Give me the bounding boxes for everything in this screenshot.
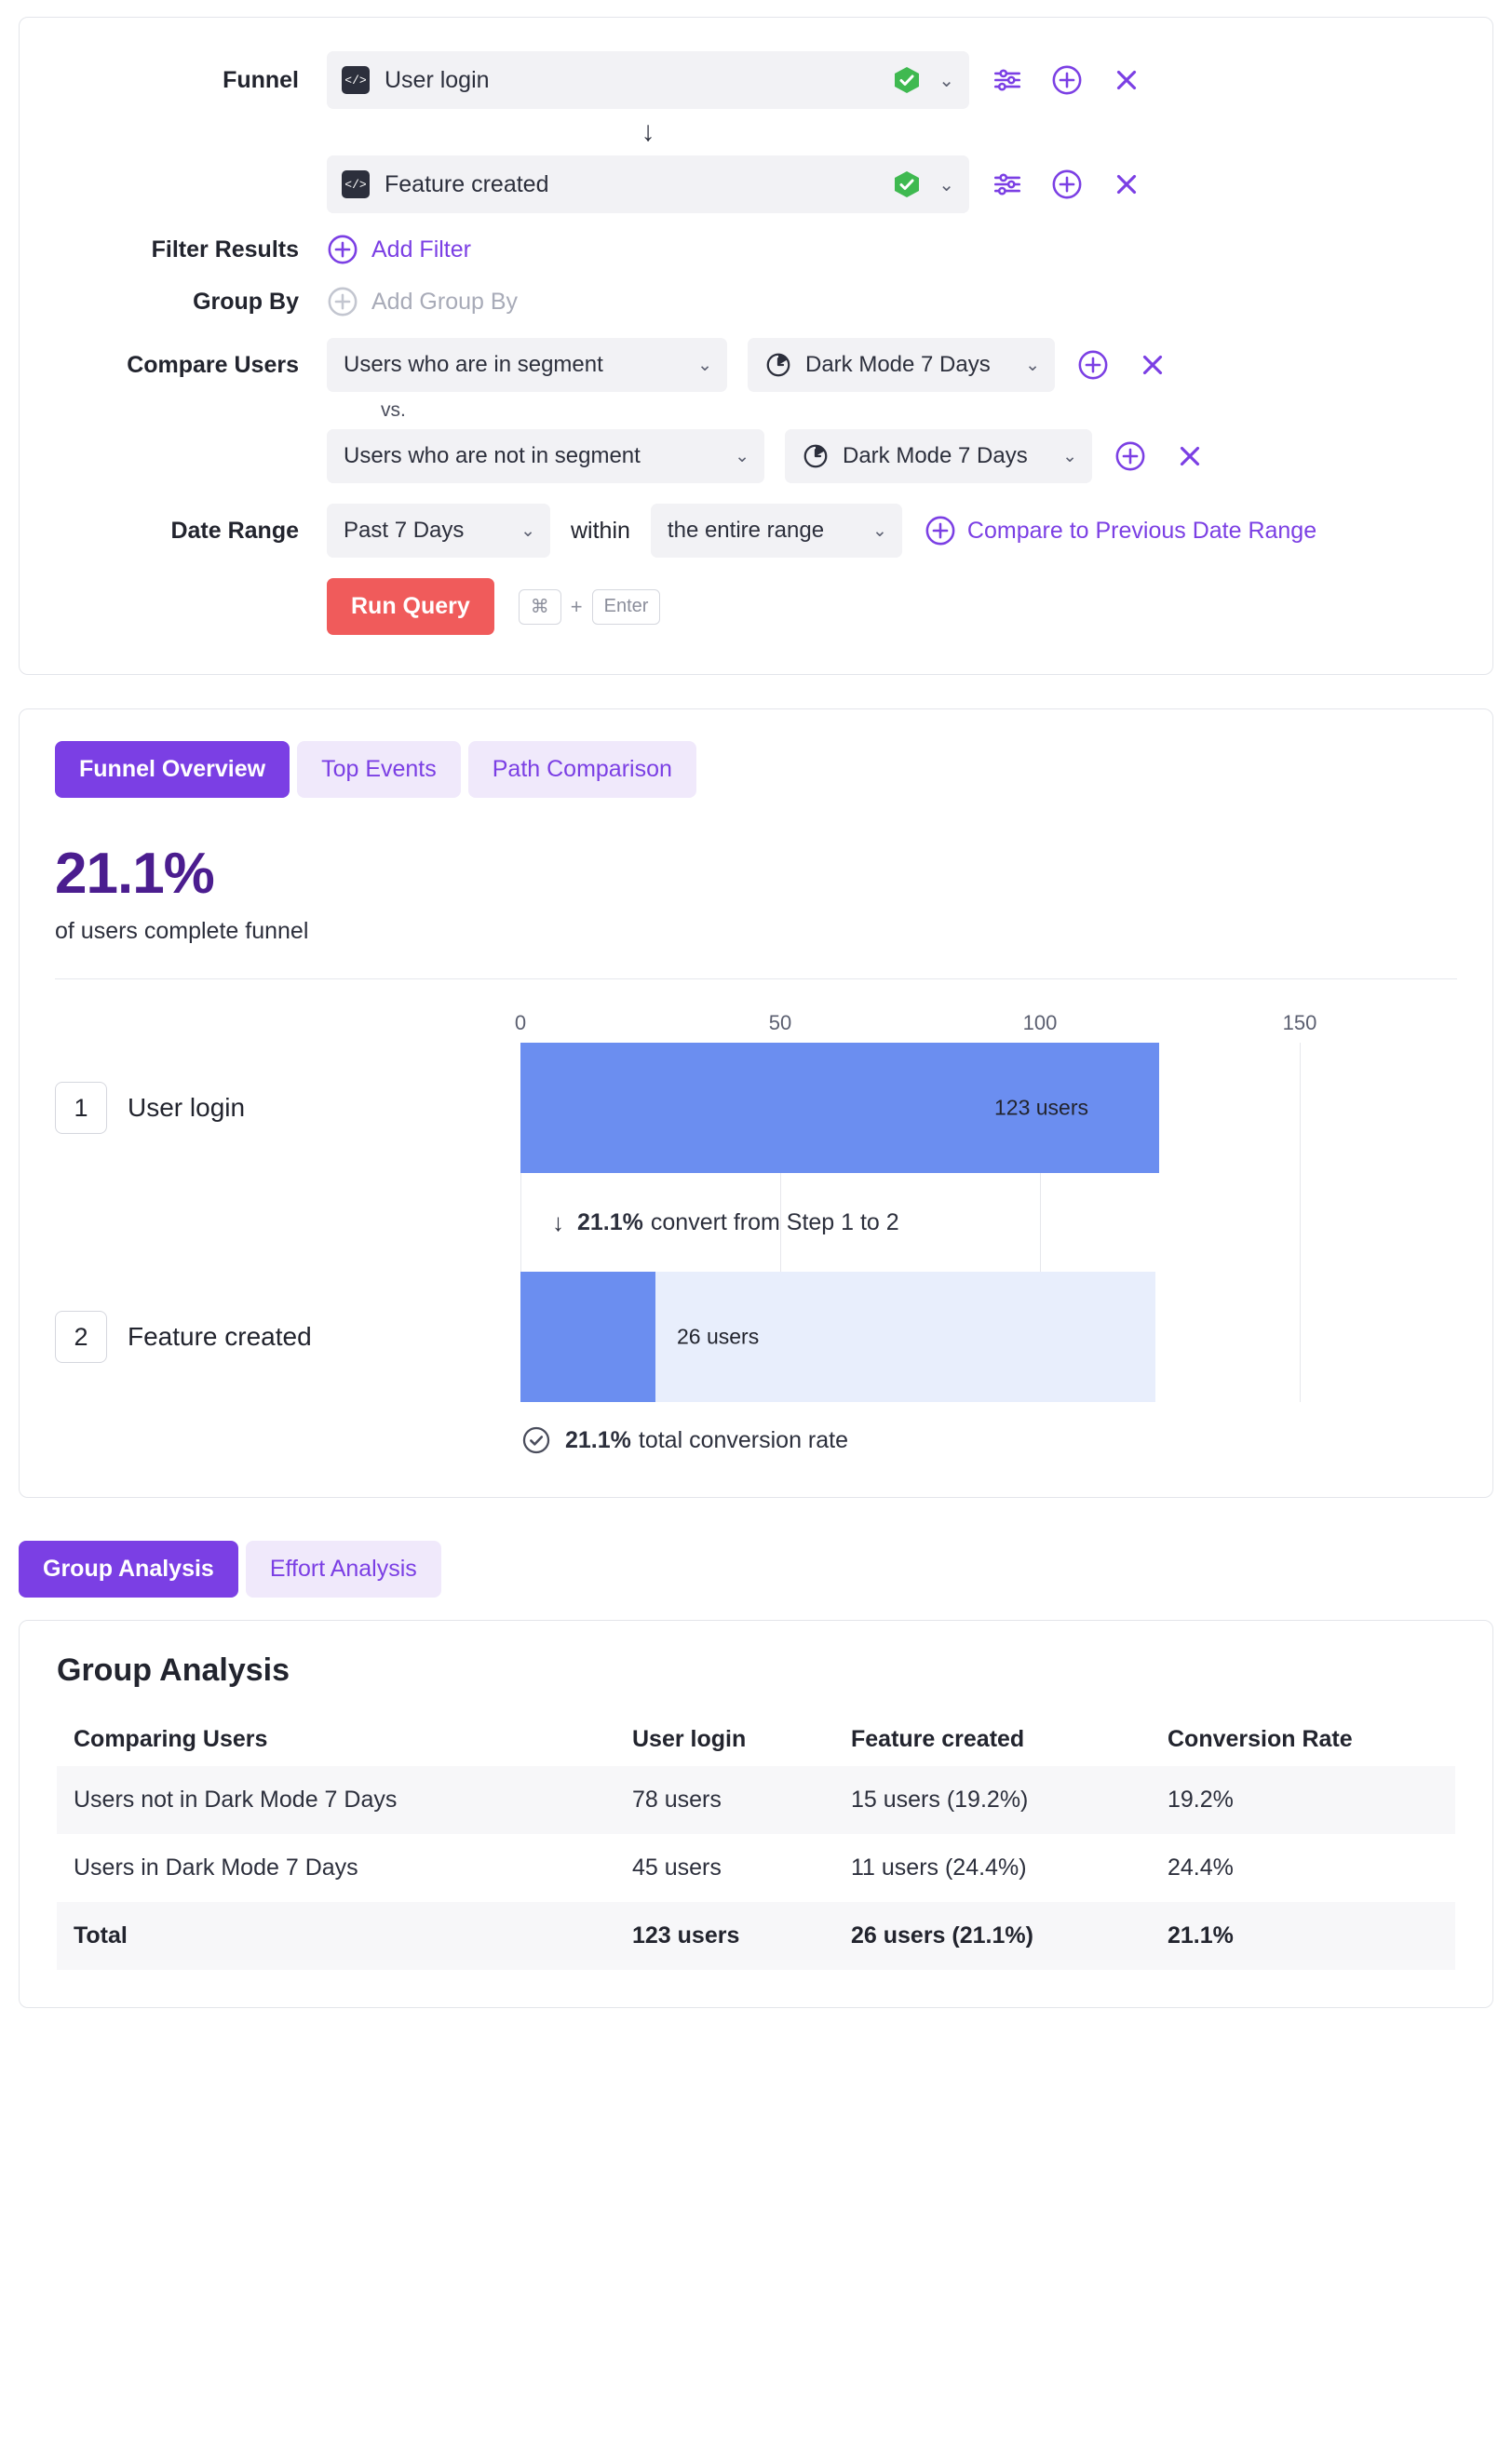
- col-comparing-users: Comparing Users: [74, 1726, 268, 1752]
- funnel-step-header-2: [55, 1311, 502, 1363]
- tab-path-comparison[interactable]: Path Comparison: [468, 741, 696, 798]
- chevron-down-icon: ⌄: [1025, 355, 1040, 375]
- table-row: [57, 1766, 1455, 1834]
- x-tick-50: 50: [768, 1011, 792, 1034]
- chevron-down-icon[interactable]: ⌄: [938, 174, 954, 196]
- check-circle-icon: [520, 1424, 552, 1456]
- row-rate-total: 21.1%: [1151, 1902, 1455, 1970]
- segment-clock-icon: [764, 351, 792, 379]
- row-group-0: Users not in Dark Mode 7 Days: [57, 1766, 615, 1834]
- tab-group-analysis[interactable]: Group Analysis: [19, 1541, 238, 1598]
- table-row-total: [57, 1902, 1455, 1970]
- compare-segment-value-1: Dark Mode 7 Days: [805, 352, 991, 377]
- chevron-down-icon: ⌄: [520, 520, 535, 541]
- arrow-down-icon: ↓: [552, 1207, 564, 1236]
- row-group-1: Users in Dark Mode 7 Days: [74, 1854, 358, 1881]
- row-step2-total: 26 users (21.1%): [834, 1902, 1151, 1970]
- x-tick-0: 0: [514, 1011, 527, 1034]
- chevron-down-icon: ⌄: [872, 520, 887, 541]
- query-builder-card: [19, 17, 1493, 675]
- funnel-bar-row-1: [74, 1043, 1358, 1173]
- row-step1-1: 45 users: [632, 1854, 722, 1881]
- analysis-tabs: [19, 1541, 1493, 1598]
- compare-users-row-1: [57, 338, 1455, 392]
- step-conversion-text: convert from Step 1 to 2: [650, 1208, 899, 1235]
- funnel-step-row-2: [57, 155, 1455, 213]
- row-step2-1: 11 users (24.4%): [851, 1854, 1027, 1881]
- shortcut-plus: +: [570, 594, 583, 618]
- step-conversion-pct: 21.1%: [577, 1208, 643, 1235]
- tab-top-events[interactable]: Top Events: [297, 741, 461, 798]
- col-feature-created: Feature created: [851, 1726, 1025, 1752]
- date-range-value: Past 7 Days: [344, 518, 465, 543]
- compare-segment-select-1[interactable]: [748, 338, 1055, 392]
- step-name-2: Feature created: [128, 1322, 312, 1351]
- bar-value-1: 123 users: [993, 1095, 1088, 1120]
- run-query-button[interactable]: Run Query: [327, 578, 494, 635]
- row-step1-total: 123 users: [615, 1902, 834, 1970]
- plus-circle-icon: [327, 286, 358, 317]
- add-step-icon-1[interactable]: [1046, 59, 1088, 101]
- date-range-row: [57, 504, 1455, 558]
- step-conversion-note: [520, 1173, 1358, 1272]
- compare-previous-date-range-button[interactable]: Compare to Previous Date Range: [966, 517, 1317, 544]
- remove-compare-icon-1[interactable]: [1131, 344, 1174, 386]
- funnel-label: Funnel: [223, 66, 299, 93]
- group-by-row: [57, 286, 1455, 317]
- compare-users-label: Compare Users: [127, 351, 299, 378]
- chevron-down-icon: ⌄: [1062, 446, 1077, 466]
- funnel-step-select-1[interactable]: [327, 51, 969, 109]
- add-filter-button[interactable]: [327, 234, 471, 265]
- chevron-down-icon: ⌄: [697, 355, 712, 375]
- compare-mode-value-1: Users who are in segment: [344, 352, 603, 377]
- chart-plot-area: [74, 1043, 1358, 1402]
- row-rate-1: 24.4%: [1168, 1854, 1234, 1881]
- compare-segment-value-2: Dark Mode 7 Days: [843, 443, 1028, 468]
- step-flow-arrow: ↓: [641, 116, 655, 147]
- bar-value-2: 26 users: [677, 1324, 760, 1349]
- row-rate-0: 19.2%: [1151, 1766, 1455, 1834]
- within-label: within: [571, 517, 630, 544]
- compare-vs-label: vs.: [381, 399, 406, 421]
- funnel-bar-row-2: [74, 1272, 1358, 1402]
- add-filter-label: Add Filter: [371, 236, 471, 263]
- add-group-by-button[interactable]: [327, 286, 518, 317]
- valid-check-icon: [892, 169, 922, 199]
- shortcut-cmd-key: ⌘: [519, 589, 561, 625]
- filter-results-row: [57, 234, 1455, 265]
- code-event-icon: [342, 66, 370, 94]
- funnel-step-2-name: Feature created: [385, 170, 549, 197]
- funnel-step-row-1: [57, 51, 1455, 109]
- plus-circle-icon: [327, 234, 358, 265]
- row-group-total: Total: [57, 1902, 615, 1970]
- add-group-by-label: Add Group By: [371, 288, 519, 315]
- step-settings-icon-2[interactable]: [986, 163, 1029, 206]
- col-conversion-rate: Conversion Rate: [1168, 1726, 1353, 1752]
- headline-conversion-value: 21.1%: [55, 842, 214, 906]
- bar-track-2: [520, 1272, 1358, 1402]
- remove-step-icon-1[interactable]: [1105, 59, 1148, 101]
- funnel-chart: [55, 1011, 1457, 1456]
- row-step1-0: 78 users: [615, 1766, 834, 1834]
- row-step2-0: 15 users (19.2%): [834, 1766, 1151, 1834]
- results-card: [19, 708, 1493, 1498]
- within-range-value: the entire range: [667, 518, 825, 543]
- code-event-icon: [342, 170, 370, 198]
- segment-clock-icon: [802, 442, 830, 470]
- table-header-row: [57, 1713, 1455, 1766]
- add-step-icon-2[interactable]: [1046, 163, 1088, 206]
- total-conversion-text: total conversion rate: [638, 1426, 849, 1453]
- valid-check-icon: [892, 65, 922, 95]
- step-number-2: 2: [55, 1311, 107, 1363]
- compare-previous-plus-icon[interactable]: [919, 509, 962, 552]
- remove-step-icon-2[interactable]: [1105, 163, 1148, 206]
- chevron-down-icon[interactable]: ⌄: [938, 70, 954, 91]
- x-tick-150: 150: [1282, 1011, 1317, 1034]
- add-compare-icon-1[interactable]: [1072, 344, 1114, 386]
- x-tick-100: 100: [1022, 1011, 1058, 1034]
- total-conversion-pct: 21.1%: [565, 1426, 631, 1453]
- headline-conversion-sub: of users complete funnel: [55, 918, 309, 944]
- tab-effort-analysis[interactable]: Effort Analysis: [246, 1541, 441, 1598]
- results-divider: [55, 978, 1457, 979]
- step-number-1: 1: [55, 1082, 107, 1134]
- table-row: [57, 1834, 1455, 1902]
- compare-mode-select-1[interactable]: [327, 338, 727, 392]
- funnel-step-1-name: User login: [385, 66, 490, 93]
- compare-mode-select-2[interactable]: [327, 429, 764, 483]
- date-range-select[interactable]: [327, 504, 550, 558]
- shortcut-enter-key: Enter: [592, 589, 661, 625]
- within-range-select[interactable]: [651, 504, 902, 558]
- group-analysis-table: [57, 1713, 1455, 1970]
- total-conversion-note: [520, 1424, 1457, 1456]
- group-analysis-card: [19, 1620, 1493, 2008]
- group-by-label: Group By: [193, 288, 299, 315]
- bar-fill-2[interactable]: [520, 1272, 655, 1402]
- chart-x-axis: [514, 1011, 1358, 1043]
- filter-results-label: Filter Results: [151, 236, 299, 263]
- chevron-down-icon: ⌄: [735, 446, 749, 466]
- remove-compare-icon-2[interactable]: [1168, 435, 1211, 478]
- run-query-row: [57, 578, 1455, 635]
- tab-funnel-overview[interactable]: Funnel Overview: [55, 741, 290, 798]
- date-range-label: Date Range: [170, 517, 299, 544]
- compare-mode-value-2: Users who are not in segment: [344, 443, 641, 468]
- group-analysis-title: Group Analysis: [57, 1652, 290, 1688]
- add-compare-icon-2[interactable]: [1109, 435, 1152, 478]
- funnel-step-header-1: [55, 1082, 502, 1134]
- results-tabs: [55, 741, 1457, 798]
- compare-users-row-2: [57, 429, 1455, 483]
- bar-track-1: [520, 1043, 1358, 1173]
- step-settings-icon-1[interactable]: [986, 59, 1029, 101]
- funnel-step-select-2[interactable]: [327, 155, 969, 213]
- step-name-1: User login: [128, 1093, 246, 1122]
- compare-segment-select-2[interactable]: [785, 429, 1092, 483]
- col-user-login: User login: [632, 1726, 747, 1752]
